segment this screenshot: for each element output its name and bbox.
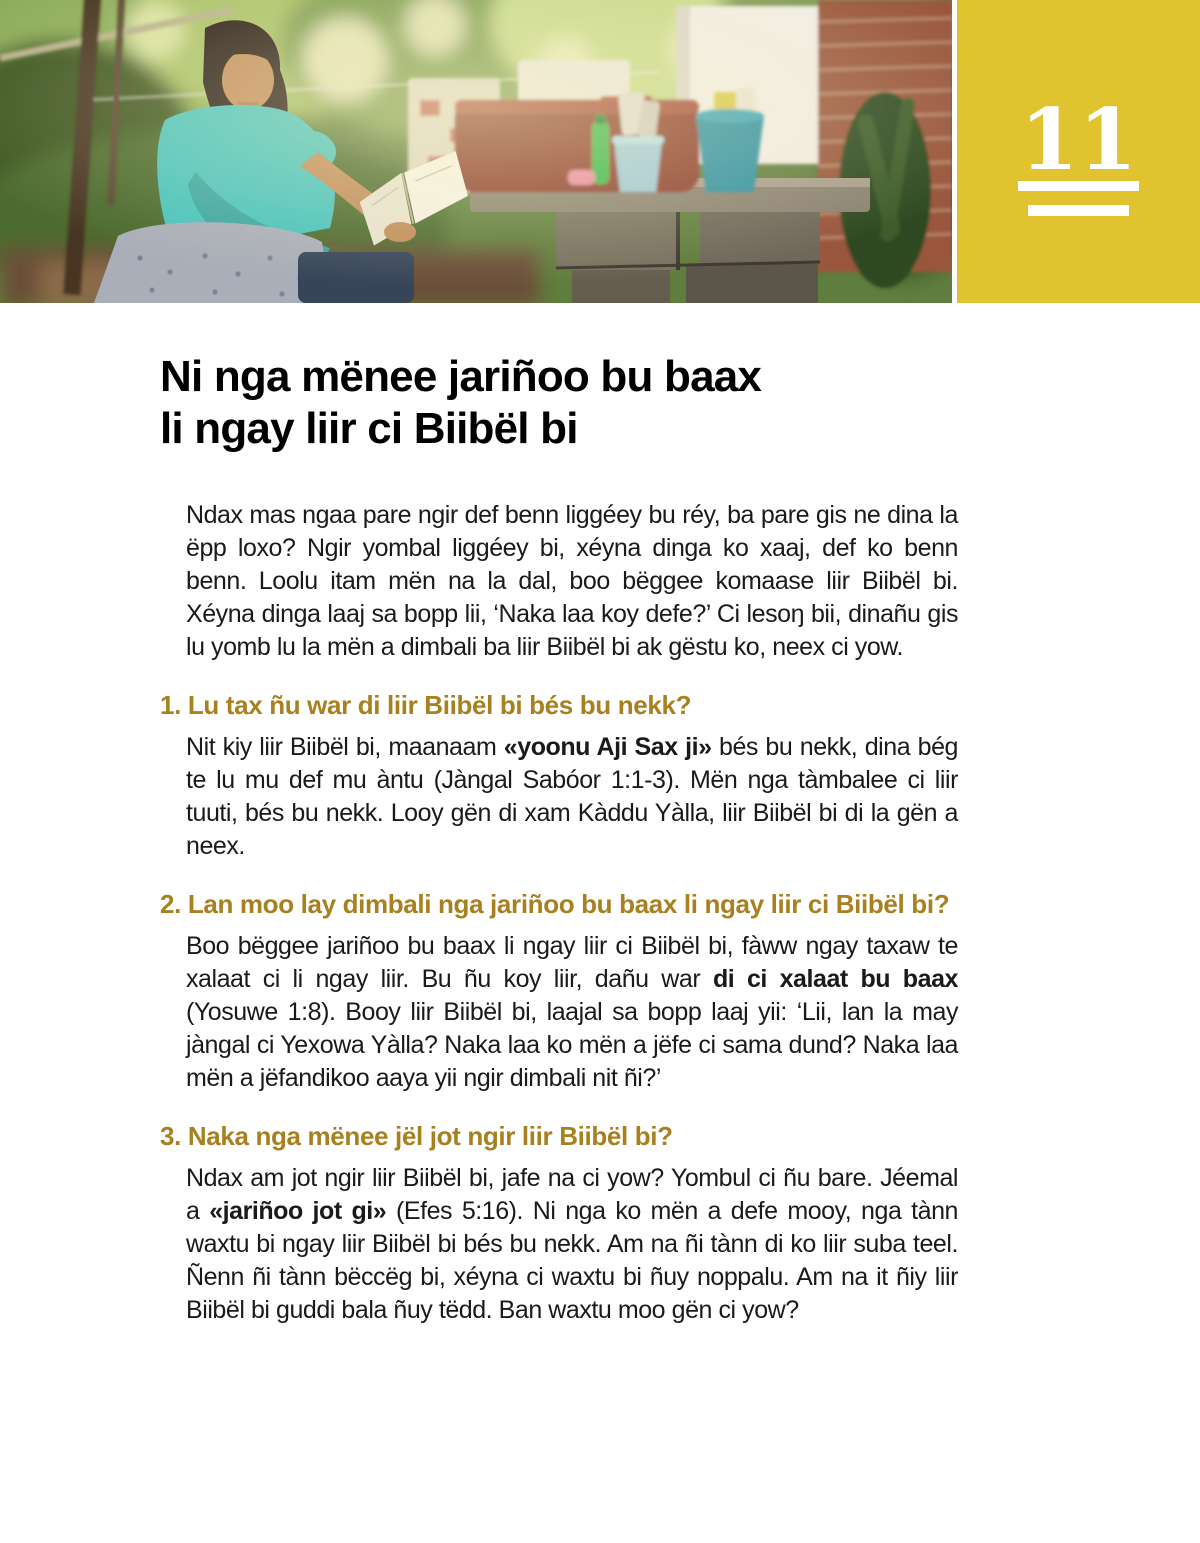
lesson-number: 11 [1018,101,1139,191]
question-heading-3: 3. Naka nga mënee jël jot ngir liir Biibël bi? [160,1121,673,1151]
header-photo [0,0,952,303]
section-paragraph-1: Nit kiy liir Biibël bi, maanaam «yoonu Aji Sax ji» bés bu nekk, dina bég te lu mu def mu àntu (Jàngal Sabóor 1:1-3). Mën nga tàmbalee ci liir tuuti, bés bu nekk. Looy gën di xam Kàddu Yàlla, liir Biibël bi di la gën a neex. [186,733,958,860]
title-line-1: Ni nga mënee jariñoo bu baax [160,352,762,401]
lesson-content [160,351,960,1327]
section-paragraph-3: Ndax am jot ngir liir Biibël bi, jafe na ci yow? Yombul ci ñu bare. Jéemal a «jariñoo jot gi» (Efes 5:16). Ni nga ko mën a defe mooy, nga tànn waxtu bi ngay liir Biibël bi bés bu nekk. Am na ñi tànn di ko liir suba teel. Ñenn ñi tànn bëccëg bi, xéyna ci waxtu bi ñuy noppalu. Am na it ñiy liir Biibël bi guddi bala ñuy tëdd. Ban waxtu moo gën ci yow? [186,1164,958,1324]
question-heading-2: 2. Lan moo lay dimbali nga jariñoo bu baax li ngay liir ci Biibël bi? [160,889,950,919]
section-1 [160,690,960,863]
title-line-2: li ngay liir ci Biibël bi [160,404,578,453]
lesson-number-rule [1028,205,1129,216]
intro-paragraph: Ndax mas ngaa pare ngir def benn liggéey bu réy, ba pare gis ne dina la ëpp loxo? Ngir yombal liggéey bi, xéyna dinga ko xaaj, def ko benn benn. Loolu itam mën na la dal, boo bëggee komaase liir Biibël bi. Xéyna dinga laaj sa bopp lii, ‘Naka laa koy defe?’ Ci lesoŋ bii, dinañu gis lu yomb lu la mën a dimbali ba liir Biibël bi ak gëstu ko, neex ci yow. [186,501,958,661]
lesson-number-badge [957,0,1200,303]
question-heading-1: 1. Lu tax ñu war di liir Biibël bi bés bu nekk? [160,690,692,720]
section-3 [160,1121,960,1327]
section-2 [160,889,960,1095]
section-paragraph-2: Boo bëggee jariñoo bu baax li ngay liir ci Biibël bi, fàww ngay taxaw te xalaat ci li ngay liir. Bu ñu koy liir, dañu war di ci xalaat bu baax (Yosuwe 1:8). Booy liir Biibël bi, laajal sa bopp laaj yii: ‘Lii, lan la may jàngal ci Yexowa Yàlla? Naka laa ko mën a jëfe ci sama dund? Naka laa mën a jëfandikoo aaya yii ngir dimbali nit ñi?’ [186,932,958,1092]
page-header [0,0,1200,303]
page-title [160,351,960,455]
header-photo-illustration [0,0,952,303]
sections [160,690,960,1327]
